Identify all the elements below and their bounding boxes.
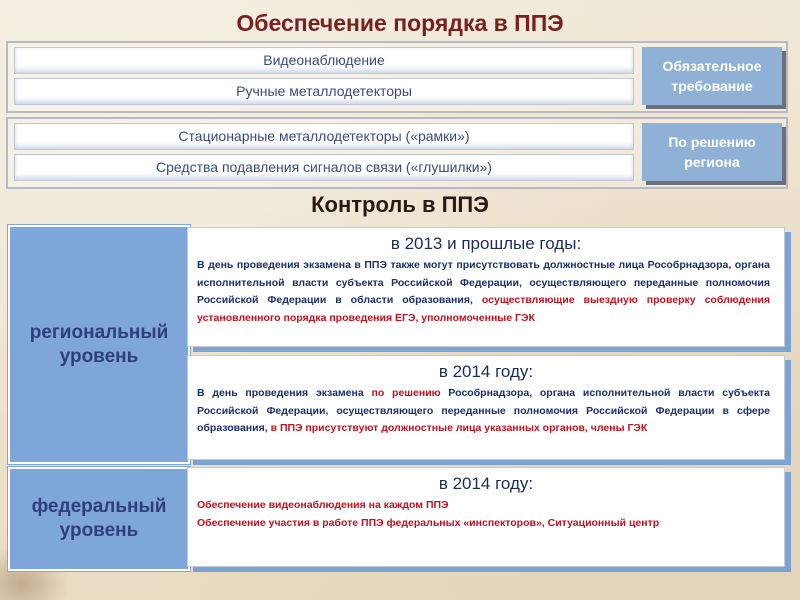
region-decision-box: По решению региона bbox=[642, 123, 782, 181]
item-hand-metal-detectors: Ручные металлодетекторы bbox=[14, 78, 634, 105]
item-stationary-metal-detectors: Стационарные металлодетекторы («рамки») bbox=[14, 123, 634, 150]
section-title-control: Контроль в ППЭ bbox=[311, 192, 489, 217]
federal-line-inspectors: Обеспечение участия в работе ППЭ федеральных «инспекторов», Ситуационный центр bbox=[197, 516, 660, 529]
panel-2014-federal-body bbox=[197, 497, 770, 532]
page-title: Обеспечение порядка в ППЭ bbox=[236, 10, 564, 36]
panel-2014-federal-heading: в 2014 году: bbox=[438, 474, 534, 493]
panel-2013-body bbox=[197, 257, 770, 327]
regional-decision-group bbox=[6, 117, 788, 189]
panel-2014-regional bbox=[187, 355, 785, 460]
panel-2013-text-red: осуществляющие выездную проверку соблюдения установленного порядка проведения ЕГЭ, уполномоченные ГЭК bbox=[197, 294, 770, 324]
panel-2014-regional-heading: в 2014 году: bbox=[438, 362, 534, 381]
panel-2013 bbox=[187, 227, 785, 347]
panel-2014-text-blue-1: В день проведения экзамена bbox=[197, 387, 364, 399]
panel-2013-text-blue: В день проведения экзамена в ППЭ также могут присутствовать должностные лица Рособрнадзора, органа исполнительной власти субъекта Российской Федерации, осуществляющего переданные полномочия Российской Федерации в области образования, bbox=[197, 259, 770, 306]
federal-level-text: федеральный уровень bbox=[31, 496, 167, 541]
federal-level-label bbox=[8, 467, 190, 571]
panel-2014-regional-body bbox=[197, 385, 770, 438]
panel-2014-text-blue-2: Рособрнадзора, органа исполнительной власти субъекта Российской Федерации, осуществляющего переданные полномочия Российской Федерации в сфере образования, bbox=[197, 387, 771, 434]
panel-2014-text-red-3: члены ГЭК bbox=[590, 422, 648, 434]
panel-2014-federal bbox=[187, 467, 785, 567]
panel-2013-heading: в 2013 и прошлые годы: bbox=[390, 234, 582, 253]
regional-level-text: региональный уровень bbox=[29, 321, 169, 367]
item-signal-jammers: Средства подавления сигналов связи («глушилки») bbox=[14, 154, 634, 181]
item-video-surveillance: Видеонаблюдение bbox=[14, 47, 634, 74]
regional-level-label bbox=[8, 225, 190, 464]
mandatory-requirement-box: Обязательное требование bbox=[642, 47, 782, 105]
panel-2014-text-red-2: в ППЭ присутствуют должностные лица указанных органов, bbox=[270, 422, 588, 434]
panel-2014-text-red-1: по решению bbox=[371, 387, 441, 399]
mandatory-group bbox=[6, 41, 788, 113]
federal-line-video: Обеспечение видеонаблюдения на каждом ППЭ bbox=[197, 499, 449, 511]
